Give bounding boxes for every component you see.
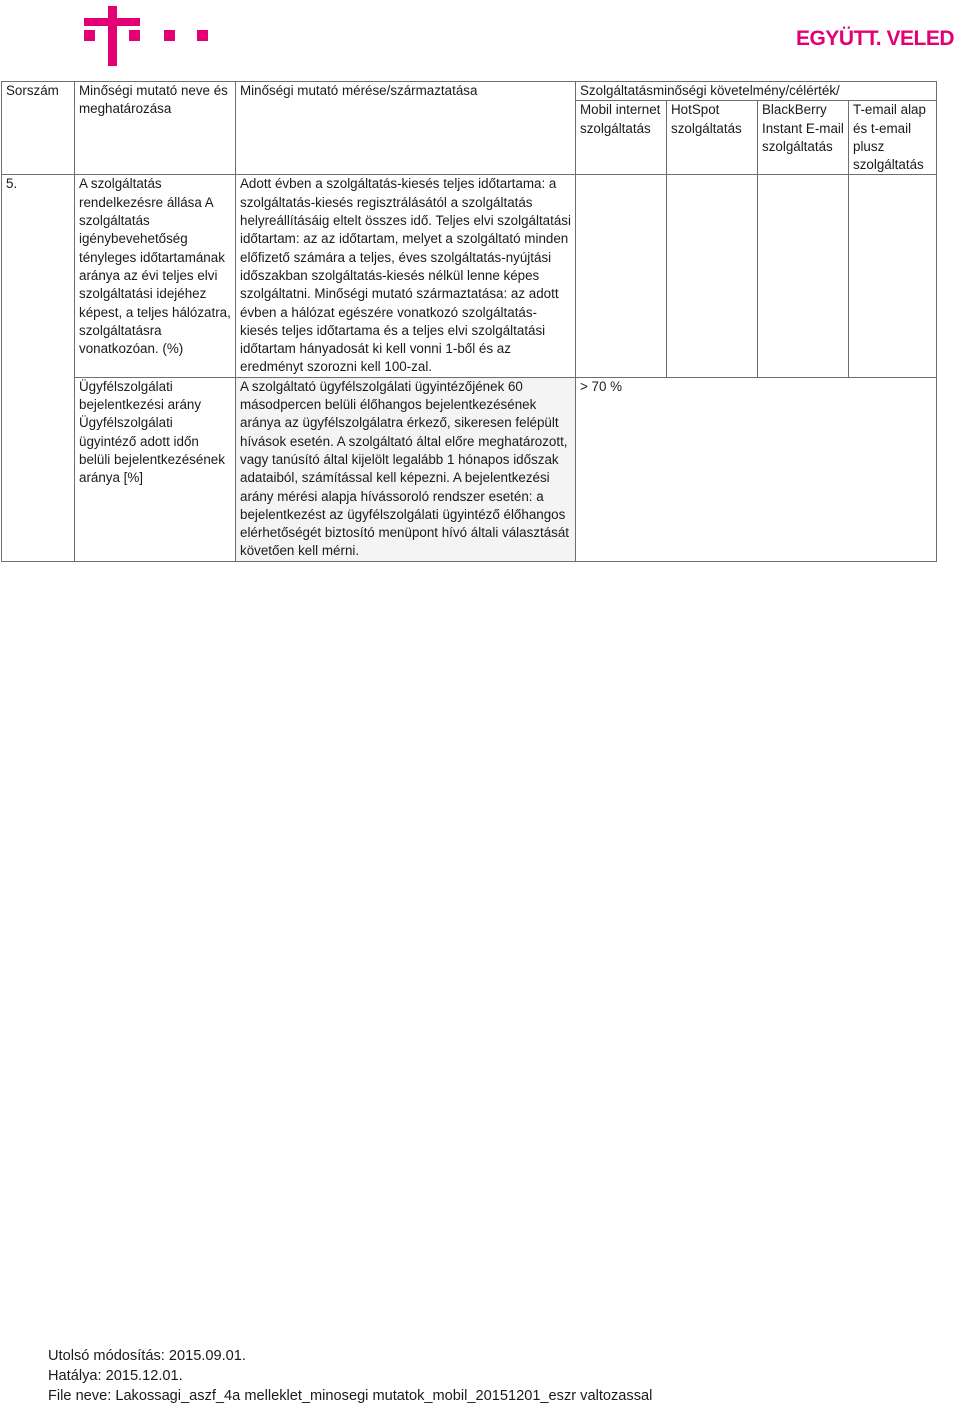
document-footer (48, 1346, 652, 1406)
header-service-blackberry: BlackBerry Instant E-mail szolgáltatás (758, 101, 849, 175)
telekom-t-logo-icon (84, 6, 214, 68)
indicator-availability: A szolgáltatás rendelkezésre állása A szolgáltatás igénybevehetőség tényleges időtartamának aránya az évi teljes elvi szolgáltatási idejéhez képest, a teljes hálózatra, szolgáltatásra vonatkozóan. (%) (75, 175, 236, 377)
target-cell-hotspot (667, 175, 758, 377)
header-row-1 (2, 82, 937, 101)
logo-t-stem (108, 6, 117, 66)
header-indicator: Minőségi mutató neve és meghatározása (75, 82, 236, 175)
table-row (2, 377, 937, 561)
brand-slogan: EGYÜTT. VELED (795, 27, 954, 50)
logo-square-3 (164, 30, 175, 41)
header-measurement: Minőségi mutató mérése/származtatása (236, 82, 576, 175)
logo-square-left (84, 30, 95, 41)
footer-last-modified: Utolsó módosítás: 2015.09.01. (48, 1348, 246, 1364)
target-value: > 70 % (576, 377, 937, 561)
footer-file-name: File neve: Lakossagi_aszf_4a melleklet_minosegi mutatok_mobil_20151201_eszr valtozassal (48, 1388, 653, 1404)
indicator-customer-service: Ügyfélszolgálati bejelentkezési arány Ügyfélszolgálati ügyintéző adott időn belüli bejelentkezésének aránya [%] (75, 377, 236, 561)
target-cell-t-email (849, 175, 937, 377)
logo-square-mid (129, 30, 140, 41)
header-number: Sorszám (2, 82, 75, 175)
footer-effective-date: Hatálya: 2015.12.01. (48, 1368, 183, 1384)
target-cell-blackberry (758, 175, 849, 377)
measurement-customer-service: A szolgáltató ügyfélszolgálati ügyintézőjének 60 másodpercen belüli élőhangos bejelentkezésének aránya az ügyfélszolgálatra érkező, sikeresen felépült hívások esetén. A szolgáltató által előre meghatározott, vagy tanúsító által kijelölt legalább 1 hónapos időszak adataiból, számítással kell képezni. A bejelentkezési arány mérési alapja hívássoroló rendszer esetén: a bejelentkezést az ügyfélszolgálati ügyintéző élőhangos elérhetőségét biztosító menüpont hívó általi választását követően kell mérni. (236, 377, 576, 561)
measurement-availability: Adott évben a szolgáltatás-kiesés teljes időtartama: a szolgáltatás-kiesés regisztrálásától a szolgáltatás helyreállításáig eltelt összes idő. Teljes elvi szolgáltatási időtartam: az az időtartam, melyet a szolgáltató minden előfizető számára a teljes, éves szolgáltatás-nyújtási időszakban szolgáltatás-kiesés nélkül lenne képes szolgáltatni. Minőségi mutató származtatása: az adott évben a hálózat egészére vonatkozó szolgáltatás-kiesés teljes időtartama és a teljes elvi szolgáltatási időtartam hányadosát ki kell vonni 1-ből és az eredményt szorozni kell 100-zal. (236, 175, 576, 377)
header-target-group: Szolgáltatásminőségi követelmény/célérték/ (576, 82, 937, 101)
target-cell-mobil-internet (576, 175, 667, 377)
quality-indicator-table (1, 81, 937, 562)
row-number: 5. (2, 175, 75, 561)
header-service-t-email: T-email alap és t-email plusz szolgáltatás (849, 101, 937, 175)
table-row (2, 175, 937, 377)
header-service-hotspot: HotSpot szolgáltatás (667, 101, 758, 175)
header-service-mobil-internet: Mobil internet szolgáltatás (576, 101, 667, 175)
logo-square-4 (197, 30, 208, 41)
